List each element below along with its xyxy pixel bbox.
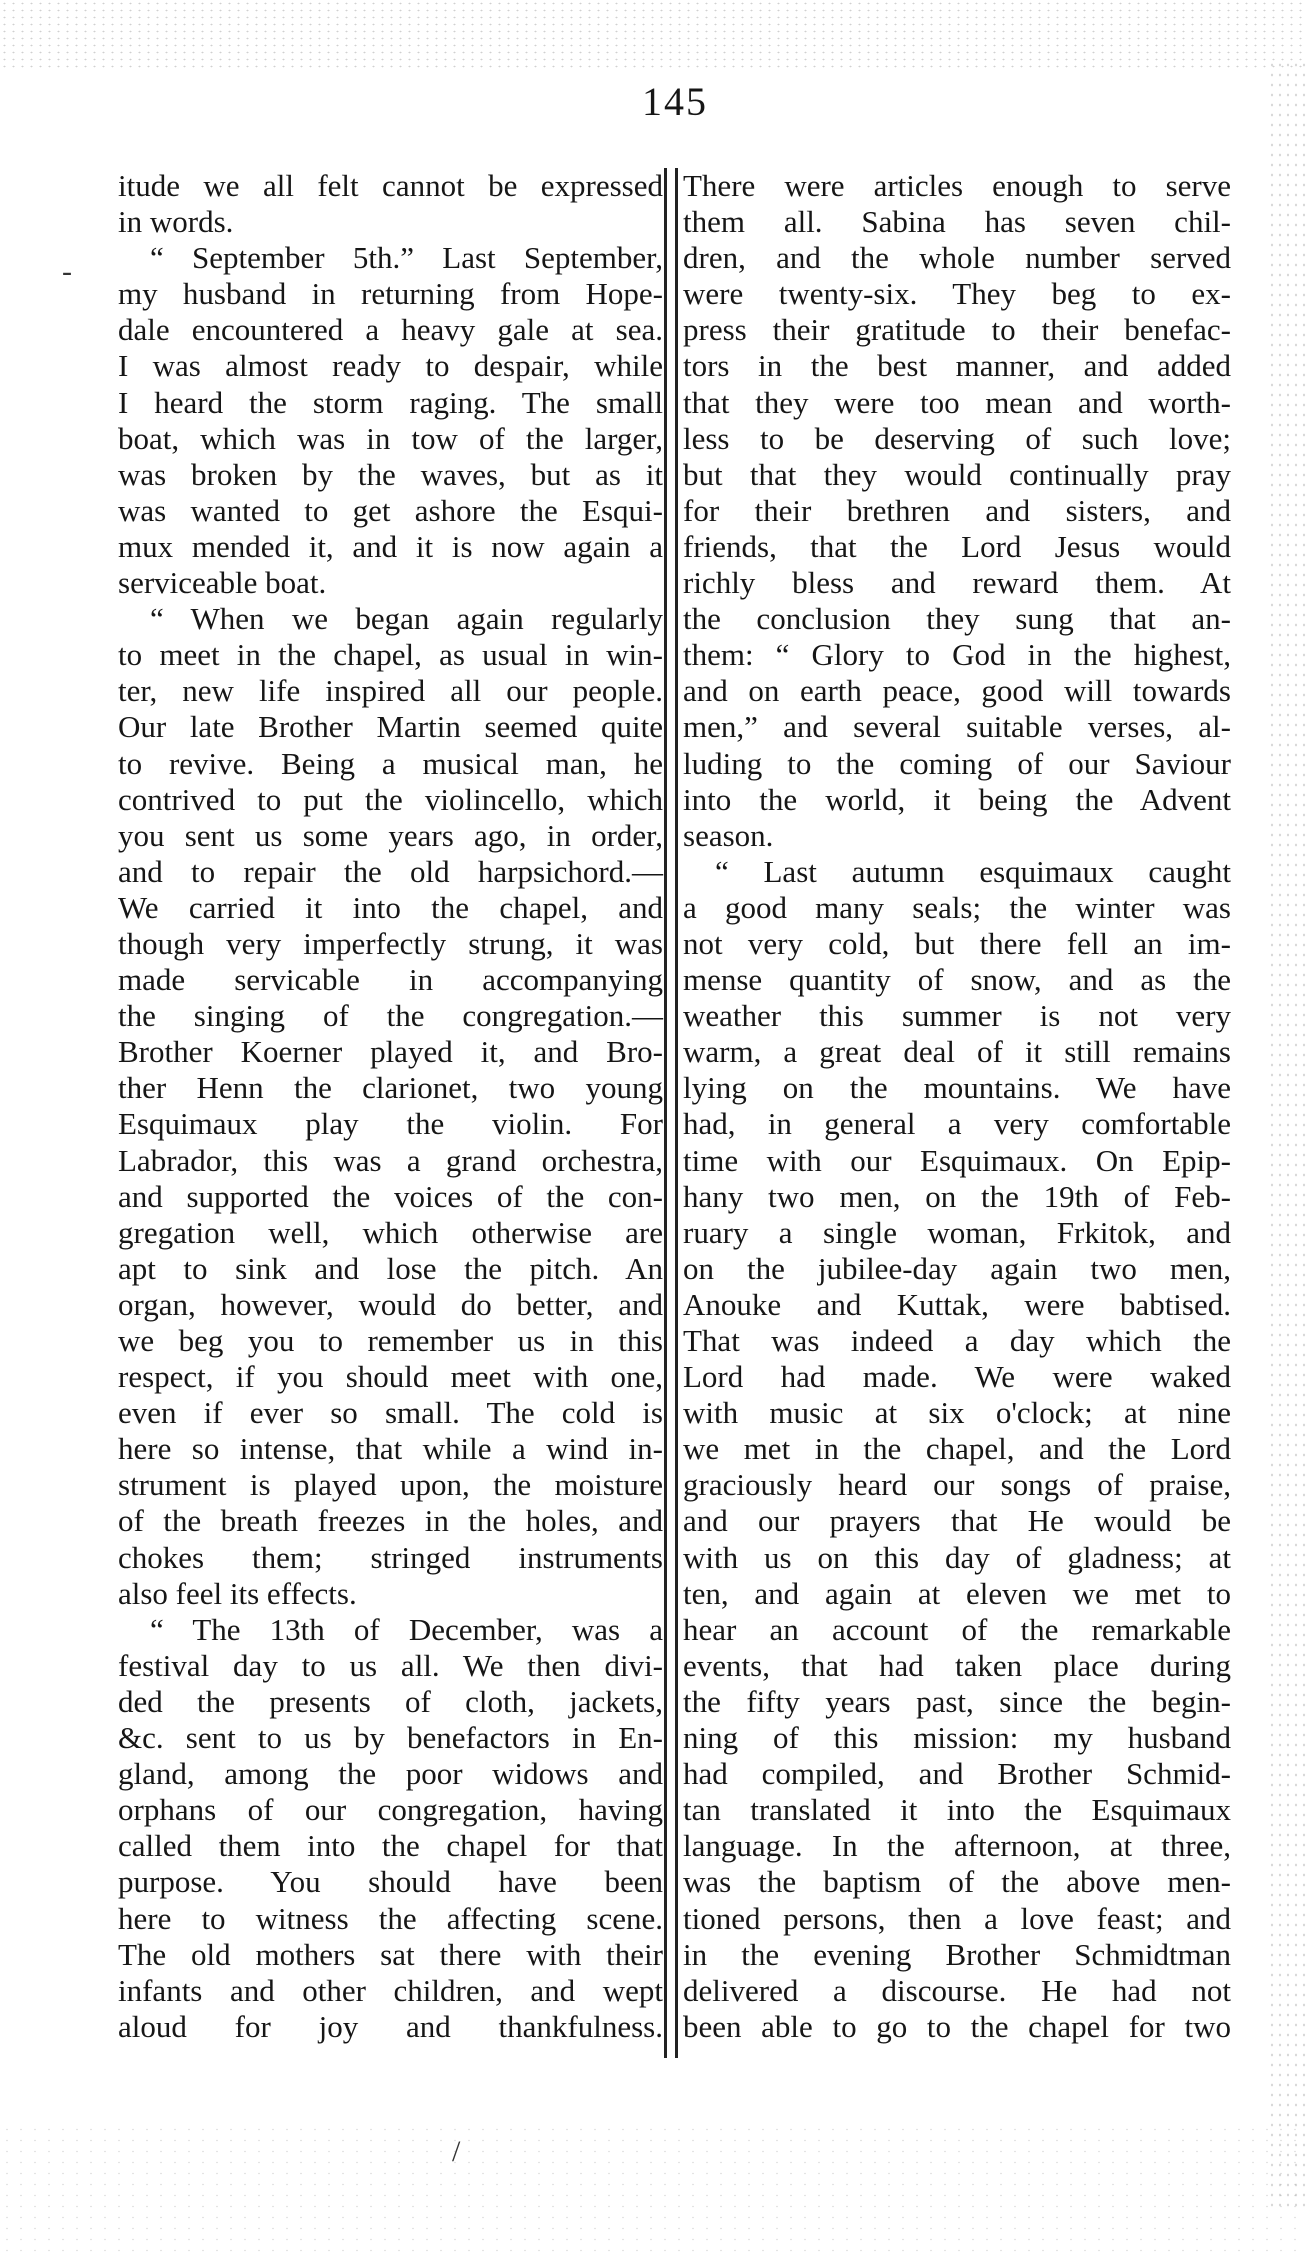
text-line: not very cold, but there fell an im- xyxy=(683,925,1231,961)
text-line: we met in the chapel, and the Lord xyxy=(683,1431,1231,1467)
text-line: hear an account of the remarkable xyxy=(683,1611,1231,1647)
text-line: tors in the best manner, and added xyxy=(683,348,1231,384)
text-line: time with our Esquimaux. On Epip- xyxy=(683,1142,1231,1178)
text-line: &c. sent to us by benefactors in En- xyxy=(118,1720,663,1756)
text-line: itude we all felt cannot be expressed xyxy=(118,168,663,203)
stray-mark: / xyxy=(452,2135,461,2168)
text-line: ning of this mission: my husband xyxy=(683,1720,1231,1756)
text-line: infants and other children, and wept xyxy=(118,1972,663,2008)
text-line: mux mended it, and it is now again a xyxy=(118,528,663,564)
text-line: We carried it into the chapel, and xyxy=(118,889,663,925)
text-line: The old mothers sat there with their xyxy=(118,1936,663,1972)
text-line: “ September 5th.” Last September, xyxy=(150,240,663,276)
text-line: aloud for joy and thankfulness. xyxy=(118,2008,663,2044)
text-line: was broken by the waves, but as it xyxy=(118,456,663,492)
text-line: was wanted to get ashore the Esqui- xyxy=(118,492,663,528)
text-line: for their brethren and sisters, and xyxy=(683,492,1231,528)
text-line: men,” and several suitable verses, al- xyxy=(683,709,1231,745)
text-line: Brother Koerner played it, and Bro- xyxy=(118,1034,663,1070)
text-line: hany two men, on the 19th of Feb- xyxy=(683,1178,1231,1214)
text-line: them: “ Glory to God in the highest, xyxy=(683,637,1231,673)
text-line: respect, if you should meet with one, xyxy=(118,1359,663,1395)
text-line: and to repair the old harpsichord.— xyxy=(118,853,663,889)
text-line: ter, new life inspired all our people. xyxy=(118,673,663,709)
text-line: had, in general a very comfortable xyxy=(683,1106,1231,1142)
text-line: season. xyxy=(683,817,774,853)
text-line: had compiled, and Brother Schmid- xyxy=(683,1756,1231,1792)
text-line: Our late Brother Martin seemed quite xyxy=(118,709,663,745)
text-line: made servicable in accompanying xyxy=(118,962,663,998)
text-line: language. In the afternoon, at three, xyxy=(683,1828,1231,1864)
text-line: events, that had taken place during xyxy=(683,1647,1231,1683)
text-line: even if ever so small. The cold is xyxy=(118,1395,663,1431)
text-line: of the breath freezes in the holes, and xyxy=(118,1503,663,1539)
right-text-column xyxy=(683,168,1231,2045)
page-number: 145 xyxy=(642,79,708,124)
text-line: warm, a great deal of it still remains xyxy=(683,1034,1231,1070)
text-line: was the baptism of the above men- xyxy=(683,1864,1231,1900)
text-line: friends, that the Lord Jesus would xyxy=(683,528,1231,564)
text-line: I heard the storm raging. The small xyxy=(118,384,663,420)
text-line: “ Last autumn esquimaux caught xyxy=(715,853,1231,889)
text-line: luding to the coming of our Saviour xyxy=(683,745,1231,781)
text-line: the singing of the congregation.— xyxy=(118,998,663,1034)
text-line: we beg you to remember us in this xyxy=(118,1323,663,1358)
text-line: my husband in returning from Hope- xyxy=(118,276,663,312)
text-line: you sent us some years ago, in order, xyxy=(118,817,663,853)
text-line: and our prayers that He would be xyxy=(683,1503,1231,1539)
text-line: contrived to put the violincello, which xyxy=(118,781,663,817)
text-line: ther Henn the clarionet, two young xyxy=(118,1070,663,1106)
text-line: tan translated it into the Esquimaux xyxy=(683,1792,1231,1828)
text-line: “ When we began again regularly xyxy=(150,601,663,637)
text-line: them all. Sabina has seven chil- xyxy=(683,204,1231,240)
text-line: to revive. Being a musical man, he xyxy=(118,745,663,781)
text-line: less to be deserving of such love; xyxy=(683,420,1231,456)
text-line: the conclusion they sung that an- xyxy=(683,601,1231,637)
text-line: were twenty-six. They beg to ex- xyxy=(683,276,1231,312)
text-line: delivered a discourse. He had not xyxy=(683,1972,1231,2008)
text-line: There were articles enough to serve xyxy=(683,168,1231,203)
text-line: lying on the mountains. We have xyxy=(683,1070,1231,1106)
text-line: chokes them; stringed instruments xyxy=(118,1539,663,1575)
text-line: Esquimaux play the violin. For xyxy=(118,1106,663,1142)
text-line: I was almost ready to despair, while xyxy=(118,348,663,384)
text-line: though very imperfectly strung, it was xyxy=(118,925,663,961)
text-line: ded the presents of cloth, jackets, xyxy=(118,1683,663,1719)
text-line: ruary a single woman, Frkitok, and xyxy=(683,1214,1231,1250)
text-line: into the world, it being the Advent xyxy=(683,781,1231,817)
text-line: in the evening Brother Schmidtman xyxy=(683,1936,1231,1972)
text-line: “ The 13th of December, was a xyxy=(150,1611,663,1647)
text-line: in words. xyxy=(118,204,234,240)
text-line: on the jubilee-day again two men, xyxy=(683,1250,1231,1286)
text-line: tioned persons, then a love feast; and xyxy=(683,1900,1231,1936)
text-line: that they were too mean and worth- xyxy=(683,384,1231,420)
text-line: serviceable boat. xyxy=(118,565,327,601)
text-line: press their gratitude to their benefac- xyxy=(683,312,1231,348)
text-line: festival day to us all. We then divi- xyxy=(118,1647,663,1683)
scan-noise-bottom xyxy=(0,2124,1308,2254)
text-line: orphans of our congregation, having xyxy=(118,1792,663,1828)
text-line: but that they would continually pray xyxy=(683,456,1231,492)
text-line: dren, and the whole number served xyxy=(683,240,1231,276)
scan-noise-top xyxy=(0,0,1308,70)
text-line: and supported the voices of the con- xyxy=(118,1178,663,1214)
text-line: ten, and again at eleven we met to xyxy=(683,1575,1231,1611)
left-text-column xyxy=(118,168,663,2045)
text-line: organ, however, would do better, and xyxy=(118,1286,663,1322)
text-line: richly bless and reward them. At xyxy=(683,565,1231,601)
text-line: and on earth peace, good will towards xyxy=(683,673,1231,709)
text-line: boat, which was in tow of the larger, xyxy=(118,420,663,456)
text-line: been able to go to the chapel for two xyxy=(683,2008,1231,2044)
text-line: the fifty years past, since the begin- xyxy=(683,1683,1231,1719)
text-line: with us on this day of gladness; at xyxy=(683,1539,1231,1575)
text-line: with music at six o'clock; at nine xyxy=(683,1395,1231,1431)
text-line: a good many seals; the winter was xyxy=(683,889,1231,925)
margin-mark: - xyxy=(62,255,72,288)
text-line: That was indeed a day which the xyxy=(683,1323,1231,1358)
text-line: mense quantity of snow, and as the xyxy=(683,962,1231,998)
text-line: here so intense, that while a wind in- xyxy=(118,1431,663,1467)
text-line: here to witness the affecting scene. xyxy=(118,1900,663,1936)
text-line: purpose. You should have been xyxy=(118,1864,663,1900)
text-line: Lord had made. We were waked xyxy=(683,1359,1231,1395)
text-line: strument is played upon, the moisture xyxy=(118,1467,663,1503)
column-divider xyxy=(664,168,678,2058)
text-line: weather this summer is not very xyxy=(683,998,1231,1034)
text-line: to meet in the chapel, as usual in win- xyxy=(118,637,663,673)
text-line: called them into the chapel for that xyxy=(118,1828,663,1864)
text-line: gland, among the poor widows and xyxy=(118,1756,663,1792)
text-line: gregation well, which otherwise are xyxy=(118,1214,663,1250)
scan-noise-right xyxy=(1268,60,1308,2210)
text-line: dale encountered a heavy gale at sea. xyxy=(118,312,663,348)
text-line: Anouke and Kuttak, were babtised. xyxy=(683,1286,1231,1322)
text-line: Labrador, this was a grand orchestra, xyxy=(118,1142,663,1178)
text-line: apt to sink and lose the pitch. An xyxy=(118,1250,663,1286)
text-line: graciously heard our songs of praise, xyxy=(683,1467,1231,1503)
text-line: also feel its effects. xyxy=(118,1575,357,1611)
